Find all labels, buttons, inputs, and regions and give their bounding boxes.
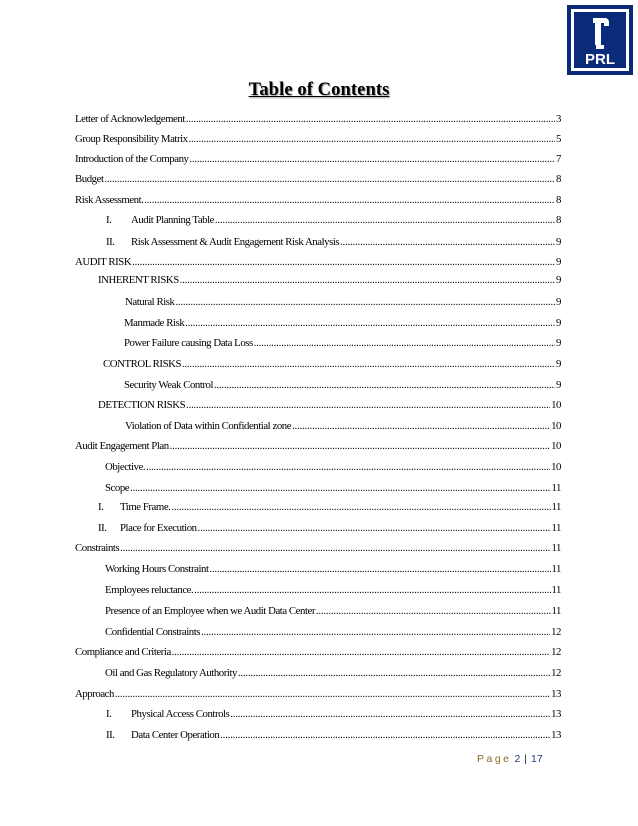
toc-dot-leader <box>254 338 555 350</box>
toc-entry[interactable] <box>75 172 561 186</box>
toc-entry-label: Audit Planning Table <box>131 214 215 226</box>
toc-entry[interactable] <box>75 439 561 453</box>
toc-dot-leader <box>238 668 550 680</box>
toc-entry-label: Manmade Risk <box>124 317 185 329</box>
toc-entry[interactable] <box>98 500 561 514</box>
toc-entry[interactable] <box>75 255 561 269</box>
toc-entry-page: 11 <box>551 584 561 596</box>
toc-dot-leader <box>146 462 550 474</box>
toc-entry-page: 9 <box>556 317 561 329</box>
toc-entry[interactable] <box>75 112 561 126</box>
toc-entry-page: 10 <box>551 440 561 452</box>
toc-entry-label: Audit Engagement Plan <box>75 440 169 452</box>
toc-entry-label: DETECTION RISKS <box>98 399 186 411</box>
toc-dot-leader <box>180 275 555 287</box>
toc-entry[interactable] <box>125 295 561 309</box>
toc-dot-leader <box>172 647 550 659</box>
page-separator: | <box>524 753 528 765</box>
toc-entry[interactable] <box>75 132 561 146</box>
toc-entry-label: Risk Assessment & Audit Engagement Risk Analysis <box>131 236 340 248</box>
toc-entry-label: INHERENT RISKS <box>98 274 179 286</box>
toc-entry[interactable] <box>106 728 561 742</box>
toc-dot-leader <box>186 400 550 412</box>
toc-entry-page: 11 <box>551 563 561 575</box>
toc-entry-page: 8 <box>556 194 561 206</box>
toc-entry[interactable] <box>105 625 561 639</box>
toc-entry-page: 10 <box>551 420 561 432</box>
toc-entry-number: II. <box>98 522 107 534</box>
toc-entry[interactable] <box>105 481 561 495</box>
logo-text: PRL <box>585 51 615 68</box>
toc-entry-page: 11 <box>551 605 561 617</box>
toc-entry[interactable] <box>75 152 561 166</box>
toc-dot-leader <box>230 709 550 721</box>
toc-entry-label: Physical Access Controls <box>131 708 230 720</box>
toc-dot-leader <box>189 134 555 146</box>
toc-entry-label: AUDIT RISK <box>75 256 132 268</box>
toc-entry[interactable] <box>105 460 561 474</box>
toc-entry-page: 5 <box>556 133 561 145</box>
page-title: Table of Contents <box>248 80 390 100</box>
toc-dot-leader <box>215 215 555 227</box>
toc-dot-leader <box>105 174 556 186</box>
toc-entry[interactable] <box>106 235 561 249</box>
toc-entry-page: 13 <box>551 729 561 741</box>
toc-dot-leader <box>201 627 550 639</box>
toc-dot-leader <box>198 523 551 535</box>
toc-dot-leader <box>120 543 550 555</box>
toc-entry-label: Time Frame. <box>120 501 171 513</box>
toc-entry[interactable] <box>75 193 561 207</box>
toc-entry-page: 8 <box>556 214 561 226</box>
toc-dot-leader <box>144 195 555 207</box>
toc-entry[interactable] <box>75 645 561 659</box>
toc-dot-leader <box>171 502 550 514</box>
toc-entry-label: Constraints <box>75 542 120 554</box>
toc-entry-page: 7 <box>556 153 561 165</box>
toc-entry-page: 9 <box>556 296 561 308</box>
toc-entry[interactable] <box>124 316 561 330</box>
toc-entry-page: 12 <box>551 646 561 658</box>
toc-entry[interactable] <box>75 687 561 701</box>
toc-entry[interactable] <box>105 583 561 597</box>
toc-entry-page: 9 <box>556 358 561 370</box>
toc-entry[interactable] <box>106 213 561 227</box>
total-pages: 17 <box>531 753 543 765</box>
toc-entry[interactable] <box>105 604 561 618</box>
toc-entry-page: 10 <box>551 399 561 411</box>
toc-entry-label: Objective. <box>105 461 146 473</box>
toc-entry-label: Place for Execution <box>120 522 197 534</box>
toc-entry[interactable] <box>106 707 561 721</box>
toc-entry-page: 9 <box>556 379 561 391</box>
toc-entry-page: 9 <box>556 337 561 349</box>
toc-entry-label: Natural Risk <box>125 296 175 308</box>
toc-entry-page: 3 <box>556 113 561 125</box>
toc-entry-page: 11 <box>551 522 561 534</box>
toc-entry-label: Power Failure causing Data Loss <box>124 337 253 349</box>
toc-entry[interactable] <box>105 666 561 680</box>
toc-entry-page: 12 <box>551 626 561 638</box>
toc-entry-label: Oil and Gas Regulatory Authority <box>105 667 237 679</box>
toc-entry-label: Employees reluctance. <box>105 584 194 596</box>
toc-entry-page: 12 <box>551 667 561 679</box>
toc-entry-page: 13 <box>551 708 561 720</box>
toc-entry[interactable] <box>98 273 561 287</box>
toc-entry-label: Violation of Data within Confidential zone <box>125 420 292 432</box>
toc-entry-number: II. <box>106 729 115 741</box>
toc-entry-label: Scope <box>105 482 130 494</box>
current-page-number: 2 <box>514 753 521 765</box>
toc-dot-leader <box>185 318 555 330</box>
toc-dot-leader <box>132 257 555 269</box>
toc-entry-label: Data Center Operation <box>131 729 220 741</box>
toc-entry[interactable] <box>103 357 561 371</box>
toc-entry-page: 13 <box>551 688 561 700</box>
toc-dot-leader <box>182 359 555 371</box>
toc-entry-number: II. <box>106 236 115 248</box>
toc-entry-page: 9 <box>556 256 561 268</box>
toc-entry[interactable] <box>125 419 561 433</box>
toc-dot-leader <box>210 564 551 576</box>
toc-entry-label: Presence of an Employee when we Audit Data Center <box>105 605 316 617</box>
toc-entry-label: Approach <box>75 688 114 700</box>
toc-entry-page: 11 <box>551 482 561 494</box>
toc-entry-page: 9 <box>556 274 561 286</box>
toc-entry-page: 9 <box>556 236 561 248</box>
toc-entry-label: Budget <box>75 173 104 185</box>
toc-dot-leader <box>190 154 556 166</box>
toc-entry-page: 11 <box>551 501 561 513</box>
toc-dot-leader <box>292 421 550 433</box>
toc-entry[interactable] <box>124 336 561 350</box>
toc-entry[interactable] <box>98 398 561 412</box>
toc-entry[interactable] <box>124 378 561 392</box>
toc-entry-page: 10 <box>551 461 561 473</box>
toc-dot-leader <box>316 606 550 618</box>
toc-entry-number: I. <box>106 708 112 720</box>
toc-entry-label: Introduction of the Company <box>75 153 189 165</box>
toc-dot-leader <box>220 730 550 742</box>
toc-dot-leader <box>175 297 555 309</box>
toc-dot-leader <box>170 441 550 453</box>
toc-entry-label: Group Responsibility Matrix <box>75 133 188 145</box>
toc-dot-leader <box>214 380 555 392</box>
page-footer <box>477 753 543 765</box>
toc-entry-label: Compliance and Criteria <box>75 646 171 658</box>
toc-entry-label: CONTROL RISKS <box>103 358 182 370</box>
toc-entry[interactable] <box>105 562 561 576</box>
toc-dot-leader <box>115 689 550 701</box>
toc-entry[interactable] <box>75 541 561 555</box>
toc-dot-leader <box>186 114 555 126</box>
toc-entry-label: Letter of Acknowledgement <box>75 113 185 125</box>
toc-dot-leader <box>130 483 550 495</box>
toc-entry-label: Security Weak Control <box>124 379 214 391</box>
toc-entry-label: Working Hours Constraint <box>105 563 209 575</box>
page-word: Page <box>477 753 512 765</box>
toc-dot-leader <box>194 585 550 597</box>
toc-entry-label: Risk Assessment. <box>75 194 144 206</box>
toc-entry[interactable] <box>98 521 561 535</box>
toc-entry-page: 11 <box>551 542 561 554</box>
toc-entry-number: I. <box>106 214 112 226</box>
toc-dot-leader <box>340 237 555 249</box>
toc-entry-number: I. <box>98 501 104 513</box>
toc-entry-label: Confidential Constraints <box>105 626 201 638</box>
toc-entry-page: 8 <box>556 173 561 185</box>
